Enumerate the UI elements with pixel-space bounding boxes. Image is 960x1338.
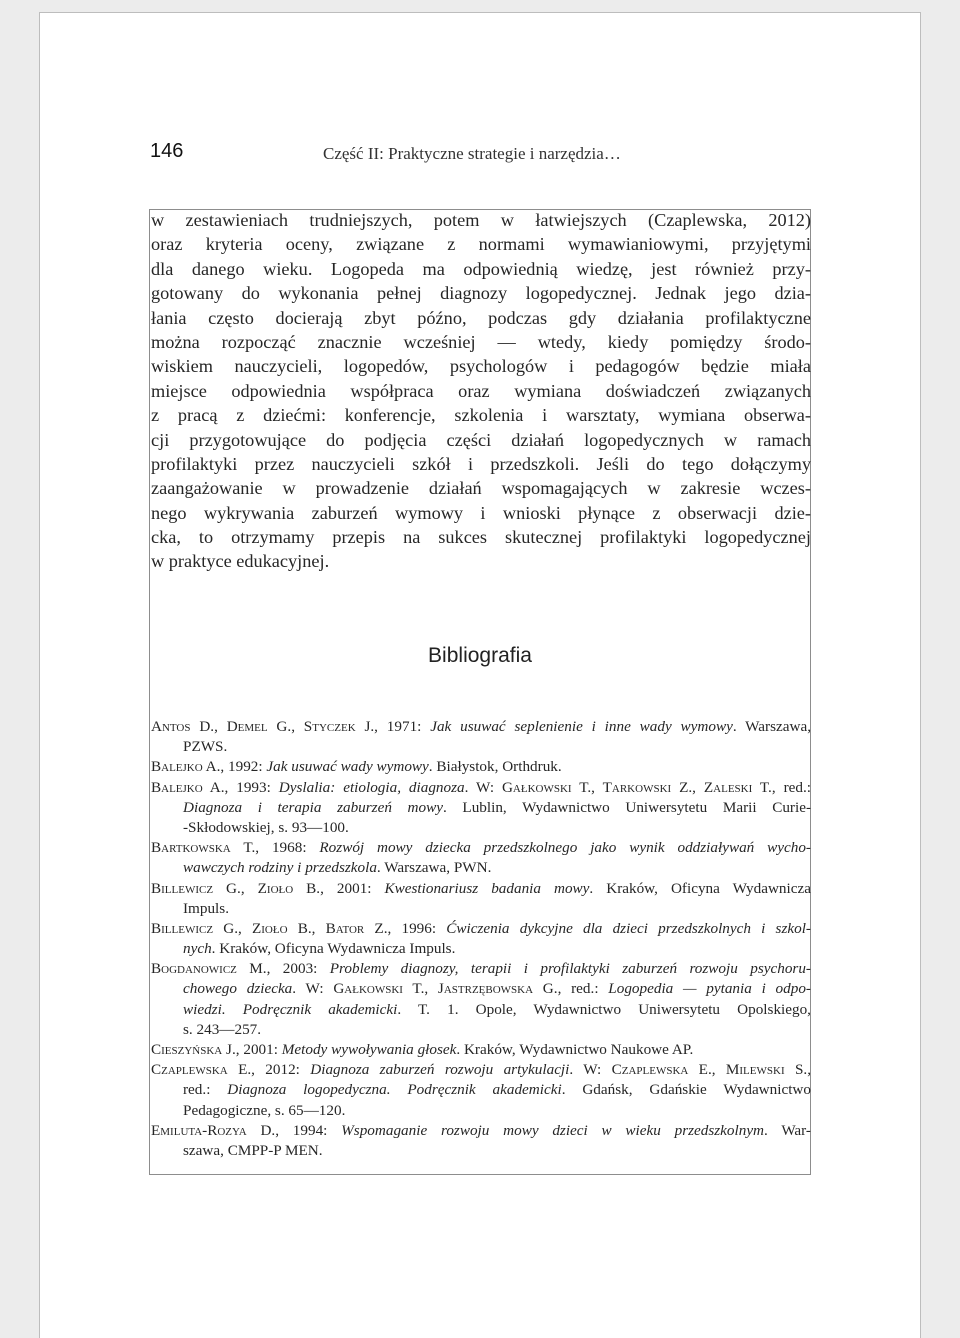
bibliography-entry-line: [151, 737, 811, 757]
body-line: oraz kryteria oceny, związane z normami wymawianiowymi, przyjętymi: [151, 234, 811, 255]
author-names: Czaplewska E.: [151, 1061, 252, 1079]
citation-text: , 2012:: [251, 1061, 311, 1079]
work-title: wiedzi. Podręcznik akademicki: [183, 1000, 398, 1018]
citation-text: Impuls.: [183, 899, 229, 917]
work-title: Jak usuwać seplenienie i inne wady wymowy: [430, 718, 733, 735]
body-line: nego wykrywania zaburzeń wymowy i wnioski płynące z obserwacji dzie-: [151, 502, 811, 523]
bibliography-entry-line: [151, 1040, 811, 1060]
body-line: dla danego wieku. Logopeda ma odpowiednią wiedzę, jest również przy-: [151, 258, 811, 279]
body-line: cka, to otrzymamy przepis na sukces skutecznej profilaktyki logopedycznej: [151, 527, 811, 548]
bibliography-entry-line: [151, 818, 811, 838]
body-line: wiskiem nauczycieli, logopedów, psychologów i pedagogów będzie miała: [151, 356, 811, 377]
citation-text: . W:: [292, 980, 334, 998]
bibliography-entry-line: [151, 1101, 811, 1121]
citation-text: szawa, CMPP-P MEN.: [183, 1141, 323, 1159]
bibliography-entry: [151, 757, 811, 777]
citation-text: , red.:: [557, 980, 609, 998]
citation-text: . Warszawa, PWN.: [376, 859, 492, 877]
work-title: Diagnoza i terapia zaburzeń mowy: [183, 798, 443, 816]
body-line: zaangażowanie w prowadzenie działań wspomagających w zakresie wczes-: [151, 478, 811, 499]
work-title: Rozwój mowy dziecka przedszkolnego jako wynik oddziaływań wycho-: [319, 839, 811, 857]
work-title: wawczych rodziny i przedszkola: [183, 859, 377, 877]
body-line: w zestawieniach trudniejszych, potem w łatwiejszych (Czaplewska, 2012): [151, 210, 811, 230]
work-title: Problemy diagnozy, terapii i profilaktyki zaburzeń rozwoju psychoru-: [329, 960, 811, 978]
citation-text: . Kraków, Oficyna Wydawnicza Impuls.: [211, 940, 456, 958]
bibliography-entry-line: [151, 979, 811, 999]
body-line: z pracą z dziećmi: konferencje, szkolenia i warsztaty, wymiana obserwa-: [151, 405, 811, 426]
bibliography-entry-line: [151, 778, 811, 798]
body-line: gotowany do wykonania pełnej diagnozy logopedycznej. Jednak jego dzia-: [151, 283, 811, 304]
work-title: Ćwiczenia dykcyjne dla dzieci przedszkolnych i szkol-: [446, 919, 811, 937]
body-line: łania często docierają zbyt późno, podczas gdy działania profilaktyczne: [151, 307, 811, 328]
author-names: Czaplewska E., Milewski S.: [611, 1061, 808, 1079]
bibliography-entry-line: [151, 1121, 811, 1141]
bibliography-entry: [151, 838, 811, 878]
bibliography-entry-line: [151, 757, 811, 777]
bibliography-entry: [151, 919, 811, 959]
bibliography-entry: [151, 1060, 811, 1121]
body-line: w praktyce edukacyjnej.: [151, 551, 330, 572]
bibliography-list: [151, 717, 811, 1161]
bibliography-entry-line: [151, 717, 811, 737]
citation-text: , 1996:: [387, 919, 447, 937]
bibliography-entry-line: [151, 919, 811, 939]
citation-text: , 1968:: [255, 839, 320, 857]
bibliography-entry: [151, 959, 811, 1040]
bibliography-entry-line: [151, 959, 811, 979]
work-title: chowego dziecka: [183, 980, 293, 998]
bibliography-entry: [151, 1040, 811, 1060]
body-line: można rozpocząć znacznie wcześniej — wtedy, kiedy pomiędzy środo-: [151, 331, 811, 352]
citation-text: , 1992:: [220, 758, 267, 776]
citation-text: , 1994:: [275, 1121, 342, 1139]
bibliography-entry-line: [151, 899, 811, 919]
work-title: Jak usuwać wady wymowy: [266, 758, 429, 776]
citation-text: , 1971:: [374, 718, 431, 735]
bibliography-entry-line: [151, 798, 811, 818]
bibliography-entry: [151, 879, 811, 919]
citation-text: . W:: [569, 1061, 612, 1079]
bibliography-entry-line: [151, 1000, 811, 1020]
citation-text: PZWS.: [183, 738, 228, 756]
citation-text: red.:: [183, 1081, 228, 1099]
body-line: cji przygotowujące do podjęcia części działań logopedycznych w ramach: [151, 429, 811, 450]
citation-text: . W:: [464, 778, 502, 796]
work-title: Logopedia — pytania i odpo-: [608, 980, 811, 998]
work-title: Kwestionariusz badania mowy: [384, 879, 590, 897]
bibliography-entry-line: [151, 879, 811, 899]
work-title: Dyslalia: etiologia, diagnoza: [278, 778, 465, 796]
citation-text: Pedagogiczne, s. 65—120.: [183, 1101, 346, 1119]
bibliography-heading: Bibliografia: [428, 644, 532, 667]
page-number: 146: [150, 140, 184, 162]
bibliography-entry-line: [151, 1141, 811, 1161]
author-names: Gałkowski T., Tarkowski Z., Zaleski T.: [501, 778, 772, 796]
bibliography-entry-line: [151, 858, 811, 878]
citation-text: s. 243—257.: [183, 1020, 262, 1038]
citation-text: . Gdańsk, Gdańskie Wydawnictwo: [561, 1081, 811, 1099]
work-title: Diagnoza logopedyczna. Podręcznik akademicki: [227, 1081, 562, 1099]
bibliography-entry: [151, 1121, 811, 1161]
citation-text: , 2001:: [235, 1041, 282, 1058]
author-names: Gałkowski T., Jastrzębowska G.: [333, 980, 558, 998]
author-names: Cieszyńska J.: [151, 1041, 236, 1058]
author-names: Emiluta-Rozya D.: [151, 1121, 276, 1139]
citation-text: . T. 1. Opole, Wydawnictwo Uniwersytetu Opolskiego,: [397, 1000, 811, 1018]
citation-text: , 2003:: [266, 960, 330, 978]
citation-text: , red.:: [771, 778, 811, 796]
bibliography-entry-line: [151, 838, 811, 858]
work-title: nych: [183, 940, 212, 958]
author-names: Billewicz G., Zioło B., Bator Z.: [151, 919, 388, 937]
running-title: Część II: Praktyczne strategie i narzędzia…: [323, 144, 621, 163]
citation-text: -Skłodowskiej, s. 93—100.: [183, 818, 349, 836]
bibliography-entry-line: [151, 1020, 811, 1040]
citation-text: , 1993:: [224, 778, 279, 796]
work-title: Diagnoza zaburzeń rozwoju artykulacji: [310, 1061, 570, 1079]
citation-text: . Kraków, Wydawnictwo Naukowe AP.: [456, 1041, 694, 1058]
author-names: Balejko A.: [151, 778, 225, 796]
bibliography-entry-line: [151, 939, 811, 959]
citation-text: . Lublin, Wydawnictwo Uniwersytetu Marii Curie-: [442, 798, 811, 816]
author-names: Bogdanowicz M.: [151, 960, 267, 978]
citation-text: , 2001:: [320, 879, 385, 897]
author-names: Balejko A.: [151, 758, 221, 776]
citation-text: ,: [807, 1061, 811, 1079]
body-line: miejsce odpowiednia współpraca oraz wymiana doświadczeń związanych: [151, 380, 811, 401]
bibliography-entry: [151, 778, 811, 839]
body-line: profilaktyki przez nauczycieli szkół i przedszkoli. Jeśli do tego dołączymy: [151, 453, 811, 474]
author-names: Antos D., Demel G., Styczek J.: [151, 718, 375, 735]
citation-text: . Białystok, Orthdruk.: [428, 758, 562, 776]
bibliography-entry-line: [151, 1080, 811, 1100]
work-title: Metody wywoływania głosek: [281, 1041, 457, 1058]
work-title: Wspomaganie rozwoju mowy dzieci w wieku przedszkolnym: [341, 1121, 765, 1139]
bibliography-entry-line: [151, 1060, 811, 1080]
citation-text: . War-: [764, 1121, 811, 1139]
author-names: Bartkowska T.: [151, 839, 256, 857]
author-names: Billewicz G., Zioło B.: [151, 879, 321, 897]
citation-text: . Kraków, Oficyna Wydawnicza: [589, 879, 811, 897]
citation-text: . Warszawa,: [732, 718, 812, 735]
body-paragraph: [151, 208, 811, 574]
bibliography-entry: [151, 717, 811, 757]
